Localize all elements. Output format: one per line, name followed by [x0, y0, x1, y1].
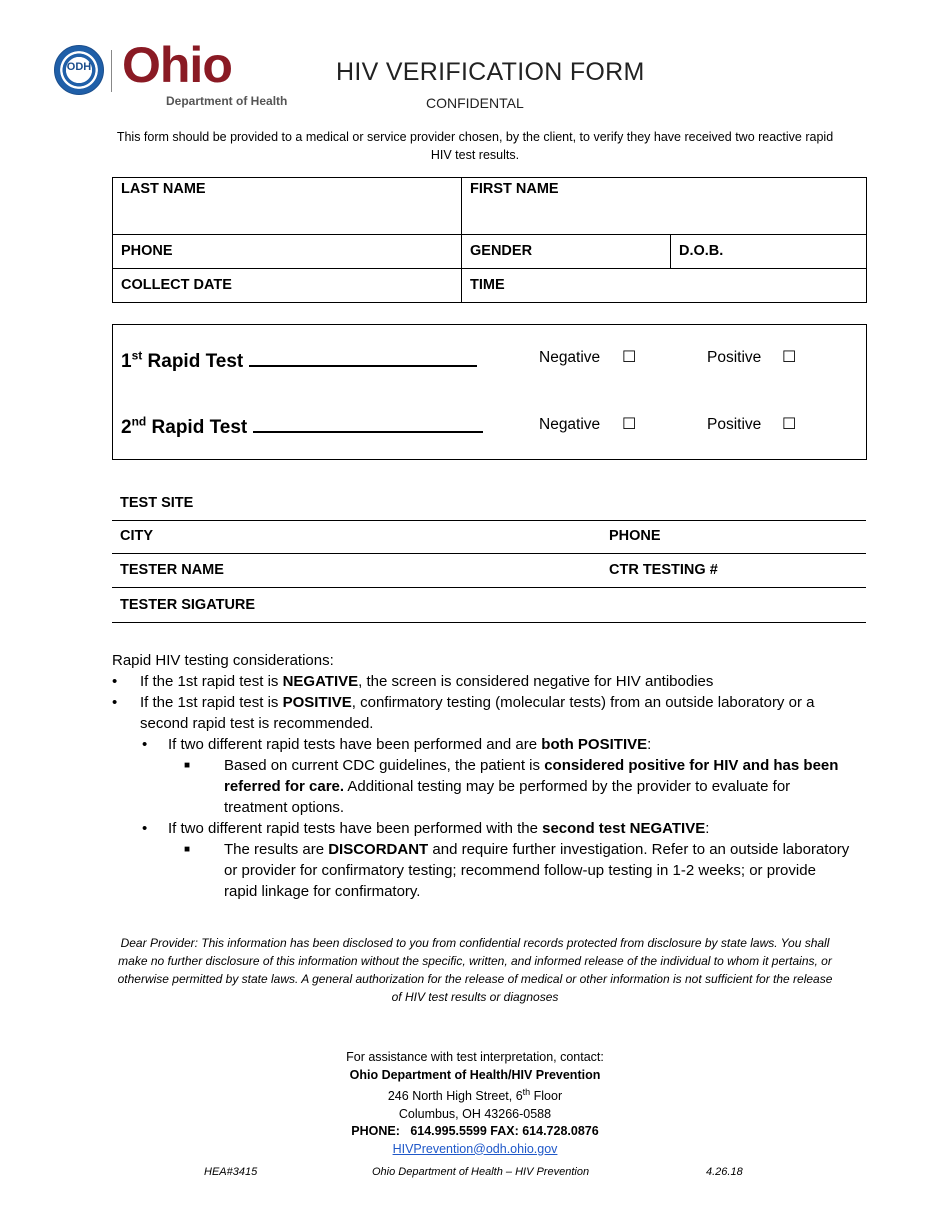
footer-date: 4.26.18 — [706, 1166, 743, 1178]
bullet-icon: • — [112, 694, 118, 711]
tester-signature-row[interactable] — [112, 589, 866, 623]
bullet-icon: • — [142, 820, 148, 837]
rapid-test-2-entry-line[interactable] — [253, 413, 483, 433]
rapid-test-2-negative-label: Negative — [539, 416, 601, 433]
sub-sub-bullet-2-bold: DISCORDANT — [328, 841, 429, 858]
contact-email-link[interactable]: HIVPrevention@odh.ohio.gov — [392, 1141, 558, 1156]
rapid-test-1-negative-label: Negative — [539, 349, 601, 366]
form-title: HIV VERIFICATION FORM — [336, 58, 645, 86]
rapid-test-2-ordinal: 2 — [121, 417, 132, 438]
list-item — [112, 755, 852, 818]
bullet-1-bold: NEGATIVE — [282, 673, 359, 690]
tester-signature-label: TESTER SIGATURE — [120, 597, 256, 613]
rapid-test-1-text: Rapid Test — [147, 351, 244, 372]
contact-org: Ohio Department of Health/HIV Prevention — [349, 1067, 601, 1082]
rapid-test-1-positive-label: Positive — [707, 349, 762, 366]
ctr-testing-label: CTR TESTING # — [609, 562, 718, 578]
rapid-test-2-positive-label: Positive — [707, 416, 762, 433]
list-item — [112, 692, 852, 734]
testing-considerations — [112, 650, 852, 902]
collect-date-field[interactable]: COLLECT DATE — [113, 269, 462, 303]
address-street: 246 North High Street, 6 — [387, 1089, 523, 1104]
square-bullet-icon: ■ — [184, 844, 191, 855]
sub-bullet-2-bold: second test NEGATIVE — [542, 820, 706, 837]
bullet-1-text-end: , the screen is considered negative for HIV antibodies — [358, 673, 714, 690]
address-floor-suffix: th — [522, 1087, 531, 1097]
bullet-icon: • — [142, 736, 148, 753]
bullet-2-text-end: , confirmatory testing (molecular tests) from an outside laboratory or a second rapid test is recommended. — [140, 694, 815, 732]
sub-bullet-2-end: : — [705, 820, 710, 837]
rapid-test-1-positive-checkbox[interactable]: ☐ — [782, 349, 797, 366]
sub-sub-bullet-1-bold: considered positive for HIV and has been referred for care. — [224, 757, 839, 795]
contact-intro: For assistance with test interpretation, contact: — [346, 1050, 604, 1064]
test-site-label: TEST SITE — [120, 495, 194, 511]
rapid-test-2-text: Rapid Test — [151, 417, 248, 438]
square-bullet-icon: ■ — [184, 760, 191, 771]
rapid-test-1-ordinal: 1 — [121, 351, 132, 372]
rapid-test-1-negative-checkbox[interactable]: ☐ — [622, 349, 637, 366]
sub-bullet-1-end: : — [647, 736, 652, 753]
sub-sub-bullet-1-text: Based on current CDC guidelines, the patient is — [224, 757, 545, 774]
list-item — [112, 818, 852, 839]
gender-field[interactable]: GENDER — [462, 235, 671, 269]
rapid-test-1-ordinal-suffix: st — [131, 348, 143, 363]
site-phone-label: PHONE — [609, 528, 661, 544]
form-subtitle: CONFIDENTAL — [426, 95, 524, 111]
last-name-field[interactable]: LAST NAME — [113, 178, 462, 235]
logo-department: Department of Health — [166, 94, 288, 108]
rapid-test-2-positive-checkbox[interactable]: ☐ — [782, 416, 797, 433]
provider-disclaimer: Dear Provider: This information has been disclosed to you from confidential records protected from disclosure by state laws. You shall make no further disclosure of this information without the specific, written, and informed release of the individual to whom it pertains, or otherwise permitted by state laws. A general authorization for the release of medical or other information is not sufficient for the release of HIV test results or diagnoses — [117, 936, 833, 1004]
tester-name-row[interactable] — [112, 554, 866, 588]
bullet-1-text: If the 1st rapid test is — [140, 673, 283, 690]
list-item — [112, 839, 852, 902]
considerations-heading: Rapid HIV testing considerations: — [112, 652, 334, 669]
sub-sub-bullet-2-end: and require further investigation. Refer to an outside laboratory or provider for confirmatory testing; recommend follow-up testing in 1-2 weeks; or provide rapid linkage for confirmatory. — [224, 841, 850, 900]
dob-field[interactable]: D.O.B. — [671, 235, 867, 269]
contact-city: Columbus, OH 43266-0588 — [398, 1106, 552, 1121]
sub-sub-bullet-1-end: Additional testing may be performed by the provider to evaluate for treatment options. — [224, 778, 791, 816]
first-name-field[interactable]: FIRST NAME — [462, 178, 867, 235]
city-label: CITY — [120, 528, 154, 544]
rapid-test-2-label — [121, 413, 483, 439]
phone-field[interactable]: PHONE — [113, 235, 462, 269]
bullet-2-bold: POSITIVE — [282, 694, 352, 711]
tester-name-label: TESTER NAME — [120, 562, 224, 578]
test-site-row[interactable] — [112, 487, 866, 521]
logo-divider — [111, 50, 112, 92]
list-item — [112, 671, 852, 692]
sub-sub-bullet-2-text: The results are — [224, 841, 329, 858]
rapid-test-1-label — [121, 347, 477, 373]
bullet-icon: • — [112, 673, 118, 690]
sub-bullet-1-text: If two different rapid tests have been performed and are — [168, 736, 542, 753]
bullet-2-text: If the 1st rapid test is — [140, 694, 283, 711]
rapid-test-1-entry-line[interactable] — [249, 347, 477, 367]
seal-text: ODH — [66, 61, 92, 73]
footer-org: Ohio Department of Health – HIV Prevention — [372, 1166, 590, 1178]
city-phone-row[interactable] — [112, 520, 866, 554]
contact-block — [300, 1049, 650, 1158]
rapid-test-2-negative-checkbox[interactable]: ☐ — [622, 416, 637, 433]
contact-phone-fax: PHONE: 614.995.5599 FAX: 614.728.0876 — [351, 1124, 599, 1139]
ohio-logo-word: Ohio — [122, 37, 232, 93]
odh-seal-logo — [54, 45, 104, 95]
list-item — [112, 734, 852, 755]
sub-bullet-1-bold: both POSITIVE — [541, 736, 648, 753]
address-floor: Floor — [530, 1089, 563, 1104]
intro-text: This form should be provided to a medical or service provider chosen, by the client, to verify they have received two reactive rapid HIV test results. — [116, 130, 834, 162]
footer-form-id: HEA#3415 — [204, 1166, 258, 1178]
patient-info-table — [112, 177, 867, 303]
contact-address — [300, 1084, 650, 1106]
sub-bullet-2-text: If two different rapid tests have been performed with the — [168, 820, 543, 837]
time-field[interactable]: TIME — [462, 269, 867, 303]
rapid-test-2-ordinal-suffix: nd — [131, 414, 147, 429]
rapid-test-box — [112, 324, 867, 460]
